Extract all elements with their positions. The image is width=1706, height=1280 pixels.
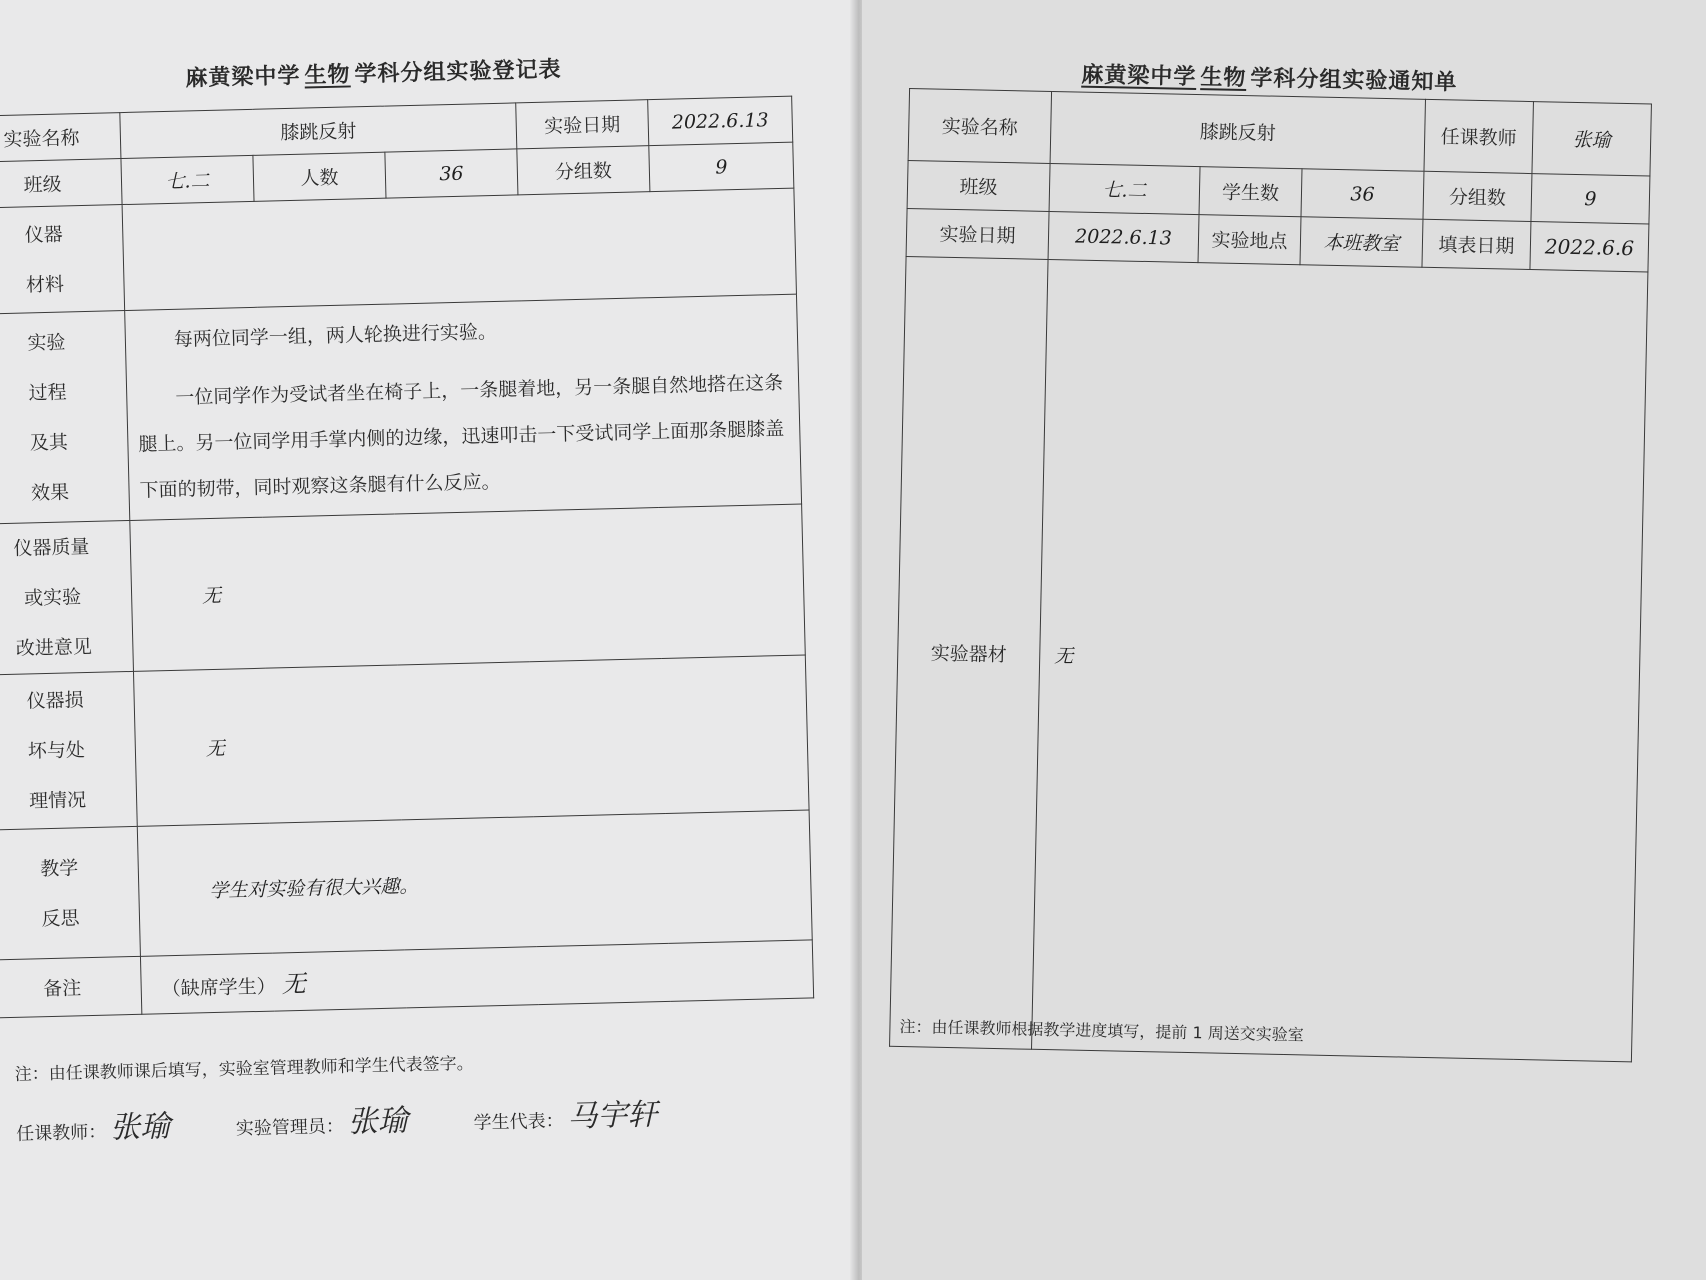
school-name: 麻黄梁中学 bbox=[185, 63, 301, 92]
notification-table bbox=[889, 88, 1652, 1062]
label-class: 班级 bbox=[0, 159, 122, 209]
notification-form bbox=[862, 45, 1662, 1102]
label-reflection bbox=[0, 826, 140, 960]
admin-sign-label: 实验管理员： bbox=[235, 1115, 345, 1140]
signature-row bbox=[16, 1088, 718, 1149]
admin-signature: 张瑜 bbox=[347, 1103, 409, 1140]
label-process-line4: 效果 bbox=[30, 480, 70, 504]
label-count: 人数 bbox=[253, 152, 386, 201]
value-equipment bbox=[122, 188, 796, 310]
label-damage-line1: 仪器损 bbox=[26, 689, 84, 713]
process-paragraph-1: 每两位同学一组，两人轮换进行实验。 bbox=[173, 320, 498, 351]
value-equipment-right: 无 bbox=[1032, 259, 1648, 1061]
value-experiment-date-right: 2022.6.13 bbox=[1048, 211, 1199, 262]
value-count: 36 bbox=[385, 149, 518, 198]
label-teacher: 任课教师 bbox=[1424, 99, 1533, 173]
label-quality-line1: 仪器质量 bbox=[13, 535, 90, 560]
value-experiment-name-right: 膝跳反射 bbox=[1050, 91, 1425, 171]
registration-table bbox=[0, 96, 814, 1019]
label-quality-line3: 改进意见 bbox=[15, 635, 93, 660]
subject-name-right: 生物 bbox=[1200, 65, 1247, 92]
teacher-signature: 张瑜 bbox=[109, 1109, 171, 1146]
student-sign-label: 学生代表： bbox=[473, 1110, 564, 1134]
label-process-line3: 及其 bbox=[29, 430, 69, 454]
left-footer-note: 注：由任课教师课后填写，实验室管理教师和学生代表签字。 bbox=[14, 1053, 474, 1085]
value-experiment-date: 2022.6.13 bbox=[648, 96, 793, 146]
label-quality bbox=[0, 520, 133, 675]
label-groups-right: 分组数 bbox=[1423, 171, 1532, 221]
label-students: 学生数 bbox=[1199, 167, 1302, 217]
label-equipment-line1: 仪器 bbox=[24, 223, 64, 246]
label-process-line2: 过程 bbox=[28, 380, 67, 404]
label-remark: 备注 bbox=[0, 956, 142, 1018]
value-reflection: 学生对实验有很大兴趣。 bbox=[137, 810, 812, 956]
value-teacher: 张瑜 bbox=[1532, 102, 1651, 176]
right-sheet bbox=[862, 0, 1706, 1280]
label-absent: （缺席学生） bbox=[161, 975, 277, 1001]
value-fill-date: 2022.6.6 bbox=[1530, 222, 1649, 272]
value-experiment-name: 膝跳反射 bbox=[120, 103, 517, 159]
label-equipment bbox=[0, 205, 125, 315]
value-process bbox=[125, 294, 802, 520]
label-quality-line2: 或实验 bbox=[23, 586, 82, 610]
label-experiment-date: 实验日期 bbox=[516, 100, 649, 149]
label-process-line1: 实验 bbox=[27, 330, 66, 354]
label-process bbox=[0, 311, 130, 525]
value-quality: 无 bbox=[130, 504, 805, 671]
subject-name: 生物 bbox=[304, 62, 351, 89]
label-reflection-line2: 反思 bbox=[41, 906, 80, 930]
value-groups: 9 bbox=[649, 142, 794, 192]
label-experiment-name: 实验名称 bbox=[0, 113, 121, 163]
teacher-sign-label: 任课教师： bbox=[15, 1121, 107, 1145]
value-absent: 无 bbox=[281, 969, 307, 999]
label-experiment-date-right: 实验日期 bbox=[906, 208, 1049, 259]
student-signature: 马宇轩 bbox=[567, 1097, 658, 1135]
label-experiment-name-right: 实验名称 bbox=[908, 89, 1051, 164]
value-damage: 无 bbox=[133, 655, 809, 826]
label-damage-line2: 坏与处 bbox=[27, 739, 86, 763]
value-students: 36 bbox=[1301, 169, 1424, 220]
label-damage bbox=[0, 671, 137, 830]
label-reflection-line1: 教学 bbox=[39, 856, 79, 880]
school-name-right: 麻黄梁中学 bbox=[1081, 62, 1197, 91]
label-class-right: 班级 bbox=[907, 160, 1050, 211]
value-class: 七.二 bbox=[121, 155, 254, 204]
right-footer-note: 注：由任课教师根据教学进度填写，提前 1 周送交实验室 bbox=[899, 1017, 1304, 1045]
label-equipment-line2: 材料 bbox=[25, 273, 65, 296]
value-groups-right: 9 bbox=[1531, 174, 1650, 224]
title-suffix: 学科分组实验登记表 bbox=[354, 57, 562, 88]
form-title bbox=[185, 52, 562, 92]
registration-form bbox=[0, 39, 858, 1180]
process-paragraph-2: 一位同学作为受试者坐在椅子上，一条腿着地，另一条腿自然地搭在这条腿上。另一位同学用手掌内侧的边缘，迅速叩击一下受试同学上面那条腿膝盖下面的韧带，同时观察这条腿有什么反应。 bbox=[138, 371, 785, 502]
value-class-right: 七.二 bbox=[1049, 163, 1200, 214]
label-groups: 分组数 bbox=[517, 146, 650, 195]
label-fill-date: 填表日期 bbox=[1422, 219, 1531, 269]
title-suffix-right: 学科分组实验通知单 bbox=[1250, 66, 1458, 96]
label-location: 实验地点 bbox=[1198, 215, 1301, 265]
label-equipment-right: 实验器材 bbox=[890, 256, 1049, 1049]
form-title-right bbox=[1081, 58, 1458, 97]
label-damage-line3: 理情况 bbox=[28, 789, 87, 813]
value-location: 本班教室 bbox=[1300, 217, 1423, 268]
